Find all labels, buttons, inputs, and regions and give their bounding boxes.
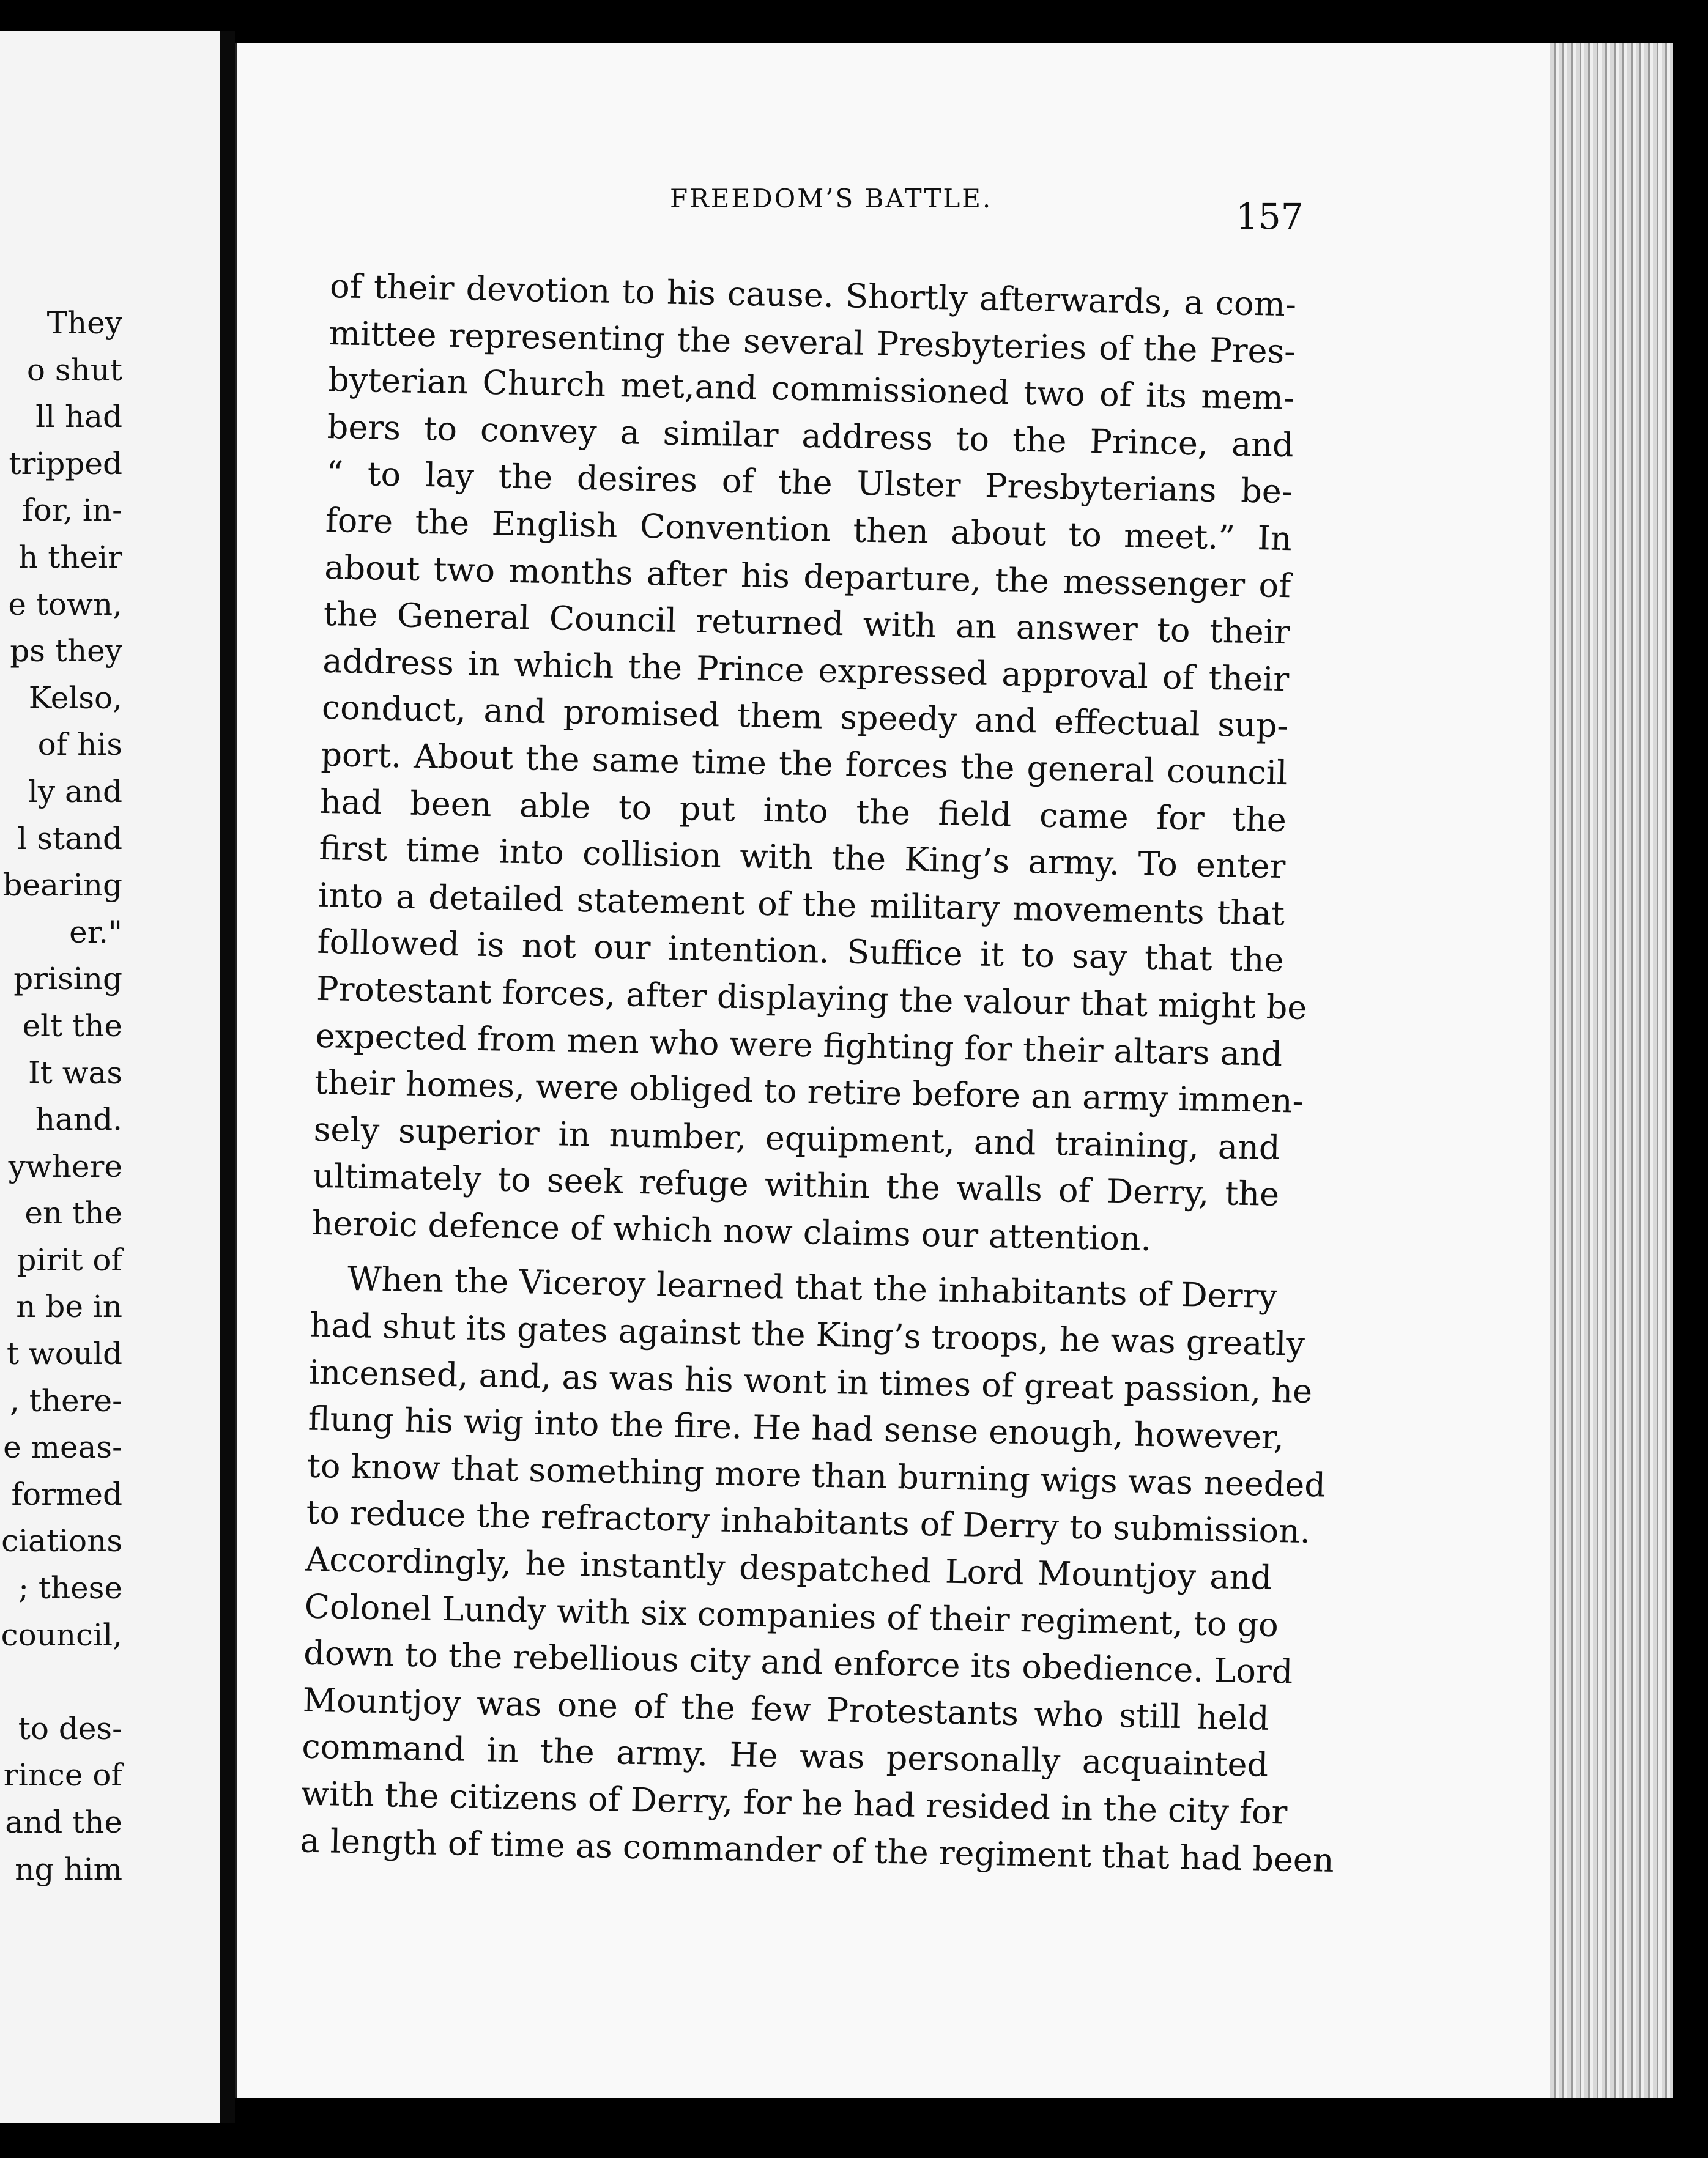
text-line: Mountjoy was one of the few Protestants who still held: [302, 1680, 1270, 1738]
left-line: tripped: [9, 445, 122, 481]
left-line: bearing: [2, 867, 122, 903]
text-line: incensed, and, as was his wont in times of great passion, he: [308, 1352, 1313, 1411]
left-line: t would: [6, 1336, 122, 1372]
text-line: conduct, and promised them speedy and effectual sup-: [321, 688, 1289, 746]
running-header: FREEDOM’S BATTLE.: [670, 184, 993, 213]
left-line: They: [46, 305, 122, 341]
page-number: 157: [1236, 196, 1304, 237]
text-line: Protestant forces, after displaying the valour that might be: [316, 969, 1307, 1027]
text-line: into a detailed statement of the military movements that: [317, 875, 1285, 933]
text-line: address in which the Prince expressed approval of their: [322, 641, 1290, 699]
book-gutter: [220, 31, 235, 2123]
text-line: had been able to put into the field came for the: [319, 782, 1287, 839]
left-line: formed: [11, 1476, 122, 1512]
paragraph-2: [299, 1255, 1335, 1883]
text-line: to know that something more than burning wigs was needed: [306, 1446, 1326, 1505]
text-line: byterian Church met,and commissioned two of its mem-: [327, 360, 1295, 418]
text-line: sely superior in number, equipment, and training, and: [313, 1110, 1281, 1167]
text-line: Colonel Lundy with six companies of their regiment, to go: [304, 1587, 1279, 1644]
text-line: expected from men who were fighting for their altars and: [315, 1016, 1283, 1073]
text-line: ultimately to seek refuge within the walls of Derry, the: [312, 1157, 1280, 1214]
left-line: pirit of: [17, 1242, 122, 1278]
text-line: Accordingly, he instantly despatched Lord Mountjoy and: [305, 1540, 1272, 1597]
text-line: When the Viceroy learned that the inhabitants of Derry: [347, 1259, 1278, 1316]
left-line: for, in-: [22, 492, 122, 528]
body-text: [299, 263, 1335, 1883]
left-line: Kelso,: [28, 680, 122, 716]
left-line: ps they: [10, 633, 122, 669]
left-line: ly and: [28, 773, 122, 809]
text-line: fore the English Convention then about to meet.” In: [325, 500, 1293, 558]
left-line: elt the: [22, 1007, 122, 1044]
left-line: council,: [1, 1617, 122, 1653]
left-line: ywhere: [8, 1148, 122, 1184]
text-line: their homes, were obliged to retire before an army immen-: [314, 1062, 1304, 1121]
left-line: [0, 1658, 122, 1705]
left-line: ng him: [15, 1851, 122, 1887]
left-line: o shut: [26, 352, 122, 388]
text-line: down to the rebellious city and enforce its obedience. Lord: [303, 1633, 1293, 1691]
left-line: prising: [13, 961, 122, 997]
paragraph-1: [311, 263, 1307, 1266]
text-line: bers to convey a similar address to the Prince, and: [327, 407, 1294, 465]
left-line: h their: [18, 539, 122, 575]
text-line: “ to lay the desires of the Ulster Presbyterians be-: [325, 454, 1293, 511]
text-line: with the citizens of Derry, for he had resided in the city for: [300, 1774, 1288, 1832]
left-line: e meas-: [3, 1429, 122, 1466]
text-line: to reduce the refractory inhabitants of Derry to submission.: [306, 1493, 1311, 1551]
left-line: l stand: [17, 820, 122, 856]
text-line: had shut its gates against the King’s troops, he was greatly: [310, 1305, 1305, 1363]
text-line: mittee representing the several Presbyteries of the Pres-: [329, 313, 1296, 371]
text-line: first time into collision with the King’s army. To enter: [319, 828, 1286, 886]
left-line: to des-: [18, 1710, 122, 1746]
left-line: e town,: [8, 586, 122, 622]
text-line: flung his wig into the fire. He had sense enough, however,: [308, 1399, 1285, 1457]
text-line: about two months after his departure, the messenger of: [324, 547, 1291, 605]
left-line: er.": [69, 914, 122, 950]
left-facing-page: [0, 31, 220, 2123]
text-line: heroic defence of which now claims our attention.: [311, 1203, 1152, 1258]
left-line: en the: [24, 1195, 122, 1231]
left-line: of his: [37, 727, 122, 763]
left-line: hand.: [35, 1102, 122, 1138]
left-line: It was: [28, 1055, 122, 1091]
page-stack-edge: [1550, 43, 1673, 2098]
left-line: ; these: [18, 1570, 122, 1606]
text-line: followed is not our intention. Suffice it to say that the: [317, 922, 1285, 980]
left-line: ll had: [35, 399, 122, 435]
left-page-text: [0, 300, 122, 1893]
text-line: command in the army. He was personally acquainted: [301, 1727, 1269, 1785]
left-line: ciations: [1, 1523, 122, 1559]
text-line: port. About the same time the forces the general council: [320, 735, 1288, 793]
text-line: a length of time as commander of the regiment that had been: [299, 1821, 1335, 1880]
left-line: n be in: [16, 1289, 122, 1325]
text-line: of their devotion to his cause. Shortly afterwards, a com-: [329, 266, 1297, 324]
left-line: and the: [5, 1804, 122, 1840]
left-line: , there-: [9, 1382, 122, 1418]
left-line: rince of: [3, 1757, 122, 1793]
text-line: the General Council returned with an answer to their: [323, 595, 1291, 652]
